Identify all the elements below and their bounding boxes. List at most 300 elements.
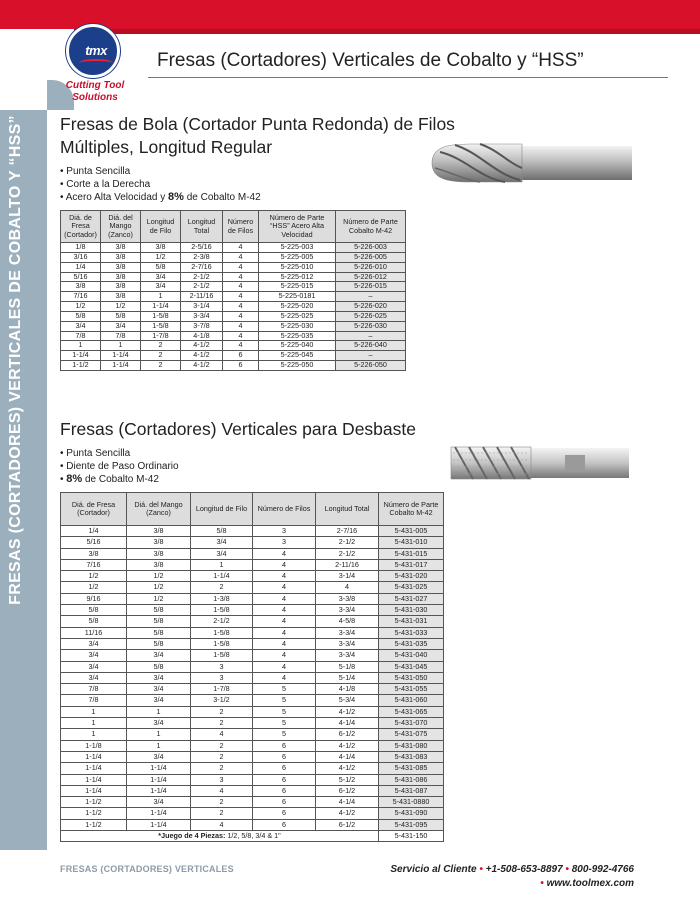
table-cell: –: [336, 292, 406, 302]
table-cell: 1-7/8: [191, 684, 253, 695]
table-cell: 5-431-083: [379, 751, 444, 762]
table-cell: 5-431-087: [379, 785, 444, 796]
set-part-number: 5-431-150: [379, 831, 444, 842]
table-cell: 1/2: [61, 582, 127, 593]
table-cell: 2-1/2: [316, 537, 379, 548]
table-cell: 4-1/2: [181, 341, 223, 351]
table-cell: 3/4: [191, 537, 253, 548]
column-header: Diá. de Fresa (Cortador): [61, 211, 101, 243]
table-cell: 5-1/8: [316, 661, 379, 672]
table-cell: 3/4: [61, 672, 127, 683]
table-cell: 1: [127, 729, 191, 740]
footer-phone-1: +1-508-653-8897: [485, 864, 563, 875]
table-cell: 5-225-045: [259, 351, 336, 361]
table-cell: 3-3/4: [316, 650, 379, 661]
table-cell: 1/4: [61, 526, 127, 537]
table-cell: 4-1/4: [316, 797, 379, 808]
table-cell: 6: [253, 740, 316, 751]
table-cell: 5: [253, 729, 316, 740]
table-cell: 1: [101, 341, 141, 351]
table-cell: 5/8: [61, 311, 101, 321]
section1-bullet-2: • Corte a la Derecha: [60, 178, 261, 191]
table-cell: 4: [253, 661, 316, 672]
table-cell: 6: [253, 819, 316, 830]
table-cell: 5-225-015: [259, 282, 336, 292]
table-cell: 3/4: [141, 282, 181, 292]
table-cell: 5/8: [127, 605, 191, 616]
column-header: Longitud Total: [316, 493, 379, 526]
table-cell: 1: [191, 559, 253, 570]
table-cell: 4-1/8: [181, 331, 223, 341]
table-cell: 5-1/2: [316, 774, 379, 785]
table-cell: 5-225-0181: [259, 292, 336, 302]
table-cell: 5: [253, 706, 316, 717]
table-cell: 1-1/2: [61, 819, 127, 830]
table-cell: 5: [253, 684, 316, 695]
table-cell: 4: [191, 819, 253, 830]
table-cell: 3/4: [127, 650, 191, 661]
table-cell: 2: [141, 341, 181, 351]
table-cell: 5-225-020: [259, 302, 336, 312]
roughing-end-mill-image: [447, 443, 632, 483]
table-cell: 5/8: [101, 311, 141, 321]
table-cell: 4: [253, 548, 316, 559]
table-row: [61, 311, 406, 321]
table-cell: 4-1/2: [316, 763, 379, 774]
table-cell: 1-1/4: [127, 774, 191, 785]
table-cell: 5/8: [141, 262, 181, 272]
table-row: [61, 774, 444, 785]
table-cell: 7/8: [61, 331, 101, 341]
table-row: [61, 661, 444, 672]
table-row: [61, 706, 444, 717]
table-cell: 1-1/4: [61, 763, 127, 774]
table-cell: 5-431-065: [379, 706, 444, 717]
table-cell: 1/2: [141, 252, 181, 262]
table-cell: 3/4: [61, 638, 127, 649]
table-cell: 5-431-055: [379, 684, 444, 695]
ball-end-mill-table: [60, 210, 406, 371]
table-row: [61, 361, 406, 371]
page-number: 120: [12, 875, 33, 889]
table-cell: 5-225-010: [259, 262, 336, 272]
table-cell: 5-431-010: [379, 537, 444, 548]
table-cell: 2: [191, 797, 253, 808]
column-header: Número de Filos: [223, 211, 259, 243]
table-cell: 5-431-005: [379, 526, 444, 537]
table-cell: 5-225-050: [259, 361, 336, 371]
table-cell: 5-226-025: [336, 311, 406, 321]
column-header: Diá. de Fresa (Cortador): [61, 493, 127, 526]
table-cell: 6: [253, 751, 316, 762]
table-cell: 5-1/4: [316, 672, 379, 683]
header-divider: [148, 77, 668, 78]
table-cell: 3-3/8: [316, 593, 379, 604]
table-cell: 3/4: [127, 672, 191, 683]
table-cell: 1-5/8: [141, 321, 181, 331]
table-cell: 5: [253, 718, 316, 729]
table-cell: 2-1/2: [316, 548, 379, 559]
table-row: [61, 282, 406, 292]
table-cell: 4: [253, 616, 316, 627]
table-header-row: [61, 211, 406, 243]
table-cell: 3/8: [127, 537, 191, 548]
table-cell: 1: [61, 706, 127, 717]
table-cell: 5-225-040: [259, 341, 336, 351]
page-title: Fresas (Cortadores) Verticales de Cobalto y “HSS”: [157, 50, 584, 71]
table-cell: 3/8: [101, 272, 141, 282]
table-cell: 5-226-003: [336, 243, 406, 253]
ball-end-mill-image: [410, 138, 635, 188]
table-cell: 1: [141, 292, 181, 302]
table-cell: 4-1/2: [181, 361, 223, 371]
table-cell: 3/8: [61, 282, 101, 292]
table-cell: 2-1/2: [181, 272, 223, 282]
table-row: [61, 321, 406, 331]
table-row: [61, 272, 406, 282]
table-cell: 1-1/4: [61, 351, 101, 361]
table-cell: 5/8: [127, 661, 191, 672]
table-cell: 1-5/8: [191, 650, 253, 661]
table-cell: 11/16: [61, 627, 127, 638]
table-cell: 5-431-020: [379, 571, 444, 582]
table-cell: 3/4: [127, 797, 191, 808]
top-red-ledge: [74, 29, 700, 34]
table-cell: 4: [223, 321, 259, 331]
table-cell: 1-1/2: [61, 808, 127, 819]
table-cell: 2: [191, 582, 253, 593]
table-cell: 5-431-086: [379, 774, 444, 785]
set-row: [61, 831, 444, 842]
table-cell: 1: [61, 718, 127, 729]
footer-section-label: FRESAS (CORTADORES) VERTICALES: [60, 864, 234, 874]
table-cell: 1-5/8: [141, 311, 181, 321]
table-cell: 4: [253, 593, 316, 604]
column-header: Diá. del Mango (Zanco): [127, 493, 191, 526]
table-cell: 4-1/2: [181, 351, 223, 361]
table-cell: 5-225-012: [259, 272, 336, 282]
table-row: [61, 243, 406, 253]
table-cell: 1-5/8: [191, 627, 253, 638]
table-cell: 4: [223, 341, 259, 351]
table-cell: 5-431-017: [379, 559, 444, 570]
table-cell: 3: [253, 526, 316, 537]
table-row: [61, 638, 444, 649]
section2-bullet-3: • 8% de Cobalto M-42: [60, 473, 179, 486]
table-cell: 5-431-035: [379, 638, 444, 649]
table-cell: 5-431-075: [379, 729, 444, 740]
table-cell: 5-431-050: [379, 672, 444, 683]
table-row: [61, 593, 444, 604]
table-cell: 3/8: [127, 559, 191, 570]
table-cell: 1/2: [61, 571, 127, 582]
table-cell: 5-431-060: [379, 695, 444, 706]
table-cell: 5-226-005: [336, 252, 406, 262]
column-header: Número de Parte Cobalto M-42: [379, 493, 444, 526]
table-cell: 5-431-040: [379, 650, 444, 661]
table-row: [61, 582, 444, 593]
table-cell: 4: [253, 650, 316, 661]
table-cell: 3-1/2: [191, 695, 253, 706]
table-cell: 3/8: [101, 292, 141, 302]
table-cell: 7/8: [61, 695, 127, 706]
footer-phone-2: 800-992-4766: [571, 864, 634, 875]
table-row: [61, 537, 444, 548]
table-row: [61, 526, 444, 537]
footer-service-label: Servicio al Cliente: [390, 864, 477, 875]
table-cell: 6: [253, 785, 316, 796]
table-row: [61, 729, 444, 740]
table-cell: 1-1/4: [101, 351, 141, 361]
table-cell: 3-3/4: [316, 605, 379, 616]
table-cell: 1-1/4: [191, 571, 253, 582]
table-cell: 1: [127, 706, 191, 717]
table-cell: 4: [253, 638, 316, 649]
table-cell: 3/16: [61, 252, 101, 262]
table-cell: 5/8: [191, 526, 253, 537]
table-row: [61, 797, 444, 808]
table-cell: 2-11/16: [181, 292, 223, 302]
column-header: Diá. del Mango (Zanco): [101, 211, 141, 243]
table-cell: 2-7/16: [316, 526, 379, 537]
table-cell: 2: [191, 718, 253, 729]
table-cell: 5-431-031: [379, 616, 444, 627]
table-cell: 5-226-040: [336, 341, 406, 351]
table-row: [61, 252, 406, 262]
column-header: Número de Filos: [253, 493, 316, 526]
table-row: [61, 718, 444, 729]
table-cell: 5-225-030: [259, 321, 336, 331]
table-cell: 5-431-033: [379, 627, 444, 638]
table-cell: 4-1/4: [316, 751, 379, 762]
table-cell: 2-5/16: [181, 243, 223, 253]
table-cell: 3/4: [101, 321, 141, 331]
table-cell: 6: [223, 361, 259, 371]
table-cell: 2: [191, 751, 253, 762]
logo-wordmark: tmx: [85, 43, 107, 58]
table-cell: 3-3/4: [316, 638, 379, 649]
table-cell: 5/8: [61, 605, 127, 616]
logo-badge: [66, 24, 120, 78]
table-cell: 1-1/4: [127, 785, 191, 796]
table-cell: 3/4: [127, 718, 191, 729]
footer-website-link[interactable]: www.toolmex.com: [546, 878, 634, 889]
table-cell: 5-225-035: [259, 331, 336, 341]
section1-bullet-3: • Acero Alta Velocidad y 8% de Cobalto M-42: [60, 191, 261, 204]
table-cell: 6: [253, 763, 316, 774]
table-cell: 3-3/4: [316, 627, 379, 638]
table-cell: 5-3/4: [316, 695, 379, 706]
table-cell: 3-1/4: [181, 302, 223, 312]
table-cell: 1/4: [61, 262, 101, 272]
table-row: [61, 751, 444, 762]
table-cell: 4: [223, 243, 259, 253]
table-cell: 2-7/16: [181, 262, 223, 272]
section2-bullets: [60, 447, 179, 486]
section1-bullet-1: • Punta Sencilla: [60, 165, 261, 178]
table-cell: 5-431-045: [379, 661, 444, 672]
table-cell: 6-1/2: [316, 819, 379, 830]
set-label: *Juego de 4 Piezas: 1/2, 5/8, 3/4 & 1": [61, 831, 379, 842]
table-cell: 3/8: [141, 243, 181, 253]
table-cell: 4: [223, 282, 259, 292]
logo-tagline-1: Cutting Tool: [65, 80, 125, 91]
table-cell: 1-7/8: [141, 331, 181, 341]
table-cell: 6: [223, 351, 259, 361]
table-cell: 6: [253, 774, 316, 785]
table-cell: 3/8: [61, 548, 127, 559]
roughing-end-mill-table: [60, 492, 444, 842]
column-header: Longitud de Filo: [141, 211, 181, 243]
table-cell: 1/2: [127, 582, 191, 593]
table-cell: 1: [61, 341, 101, 351]
table-cell: 4: [253, 559, 316, 570]
table-cell: 4: [316, 582, 379, 593]
table-cell: 5-226-010: [336, 262, 406, 272]
table-cell: 4: [223, 272, 259, 282]
table-cell: 4: [253, 672, 316, 683]
table-cell: 1/2: [61, 302, 101, 312]
table-cell: 6-1/2: [316, 729, 379, 740]
table-cell: 2: [141, 361, 181, 371]
table-cell: 3/8: [101, 282, 141, 292]
table-cell: 5/8: [127, 627, 191, 638]
table-row: [61, 650, 444, 661]
table-cell: 5-431-090: [379, 808, 444, 819]
table-cell: 4: [223, 302, 259, 312]
table-cell: 2: [191, 740, 253, 751]
table-cell: 3: [253, 537, 316, 548]
table-row: [61, 571, 444, 582]
table-cell: 2-3/8: [181, 252, 223, 262]
table-cell: 4: [223, 311, 259, 321]
company-logo: [60, 20, 132, 108]
table-cell: 5-431-080: [379, 740, 444, 751]
table-cell: 3-3/4: [181, 311, 223, 321]
table-row: [61, 331, 406, 341]
table-cell: 3/4: [61, 661, 127, 672]
table-cell: –: [336, 331, 406, 341]
table-row: [61, 292, 406, 302]
table-cell: 5-226-020: [336, 302, 406, 312]
table-row: [61, 262, 406, 272]
table-cell: 2: [191, 763, 253, 774]
table-cell: 5-431-0880: [379, 797, 444, 808]
table-cell: 3/4: [127, 684, 191, 695]
table-cell: –: [336, 351, 406, 361]
table-cell: 1-1/4: [141, 302, 181, 312]
table-cell: 1-1/4: [61, 774, 127, 785]
table-cell: 9/16: [61, 593, 127, 604]
table-cell: 5/8: [61, 616, 127, 627]
table-cell: 5-225-025: [259, 311, 336, 321]
table-cell: 3: [191, 661, 253, 672]
column-header: Número de Parte “HSS” Acero Alta Velocidad: [259, 211, 336, 243]
table-cell: 4: [253, 571, 316, 582]
table-cell: 1: [61, 729, 127, 740]
table-cell: 2-1/2: [191, 616, 253, 627]
table-cell: 5-226-012: [336, 272, 406, 282]
table-cell: 5-431-070: [379, 718, 444, 729]
table-cell: 1-3/8: [191, 593, 253, 604]
table-cell: 1-1/4: [127, 819, 191, 830]
table-cell: 2-1/2: [181, 282, 223, 292]
table-cell: 1-1/4: [61, 785, 127, 796]
table-cell: 4: [223, 292, 259, 302]
table-cell: 1/2: [127, 593, 191, 604]
table-cell: 2-11/16: [316, 559, 379, 570]
table-row: [61, 605, 444, 616]
table-cell: 3-7/8: [181, 321, 223, 331]
table-cell: 4: [223, 331, 259, 341]
table-cell: 5-226-050: [336, 361, 406, 371]
table-cell: 1-1/4: [101, 361, 141, 371]
table-cell: 5/16: [61, 272, 101, 282]
table-cell: 5-225-003: [259, 243, 336, 253]
table-cell: 5-431-030: [379, 605, 444, 616]
column-header: Longitud Total: [181, 211, 223, 243]
table-cell: 5-226-015: [336, 282, 406, 292]
table-cell: 1-1/4: [127, 808, 191, 819]
logo-tagline-2: Solutions: [72, 92, 118, 103]
table-row: [61, 627, 444, 638]
table-cell: 5-431-027: [379, 593, 444, 604]
table-row: [61, 559, 444, 570]
table-cell: 1-5/8: [191, 638, 253, 649]
table-cell: 7/8: [101, 331, 141, 341]
table-row: [61, 684, 444, 695]
table-cell: 1: [127, 740, 191, 751]
table-cell: 4: [191, 729, 253, 740]
table-cell: 2: [191, 808, 253, 819]
table-cell: 5-226-030: [336, 321, 406, 331]
table-cell: 4-1/8: [316, 684, 379, 695]
table-cell: 5/16: [61, 537, 127, 548]
table-cell: 4-1/2: [316, 808, 379, 819]
table-cell: 4: [191, 785, 253, 796]
section2-bullet-1: • Punta Sencilla: [60, 447, 179, 460]
section2-title: Fresas (Cortadores) Verticales para Desbaste: [60, 419, 416, 439]
table-cell: 5/8: [127, 638, 191, 649]
table-cell: 3/4: [61, 650, 127, 661]
table-cell: 1/2: [127, 571, 191, 582]
sidebar-title: FRESAS (CORTADORES) VERTICALES DE COBALTO Y “HSS”: [7, 115, 24, 605]
table-row: [61, 548, 444, 559]
column-header: Longitud de Filo: [191, 493, 253, 526]
column-header: Número de Parte Cobalto M-42: [336, 211, 406, 243]
table-row: [61, 341, 406, 351]
table-cell: 7/16: [61, 559, 127, 570]
table-cell: 3/4: [141, 272, 181, 282]
table-cell: 4: [253, 605, 316, 616]
table-row: [61, 351, 406, 361]
table-cell: 3/4: [191, 548, 253, 559]
section1-bullets: [60, 165, 261, 204]
table-cell: 1-1/4: [127, 763, 191, 774]
table-row: [61, 740, 444, 751]
table-cell: 7/8: [61, 684, 127, 695]
table-cell: 2: [191, 706, 253, 717]
section1-title: Fresas de Bola (Cortador Punta Redonda) de Filos Múltiples, Longitud Regular: [60, 114, 455, 157]
table-cell: 4: [223, 262, 259, 272]
table-cell: 4: [253, 627, 316, 638]
table-cell: 2: [141, 351, 181, 361]
table-cell: 4: [253, 582, 316, 593]
table-cell: 5/8: [127, 616, 191, 627]
table-cell: 5: [253, 695, 316, 706]
table-cell: 3/4: [127, 751, 191, 762]
table-cell: 1-1/4: [61, 751, 127, 762]
